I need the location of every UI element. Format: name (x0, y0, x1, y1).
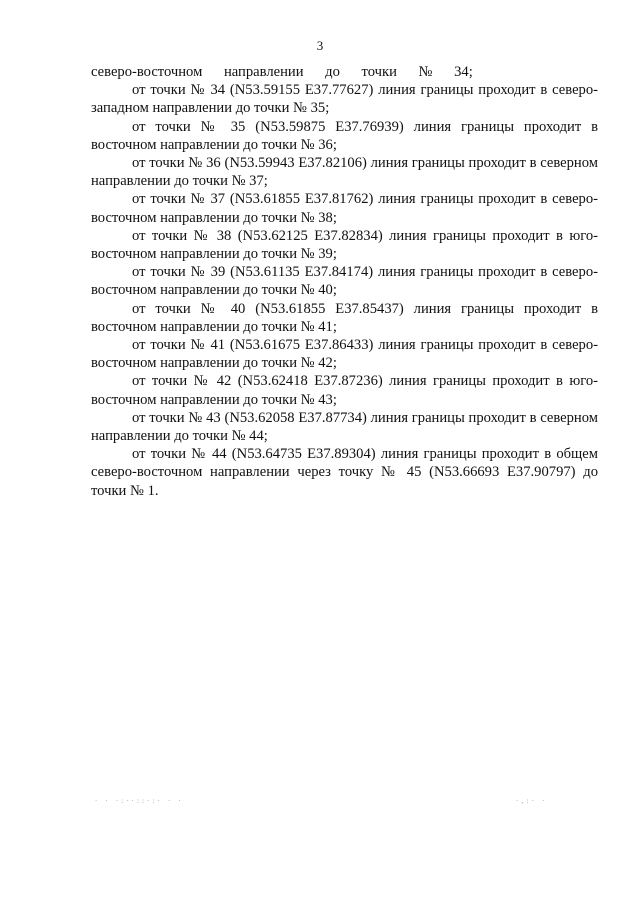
paragraph-point-39: от точки № 39 (N53.61135 E37.84174) линия границы проходит в северо-восточном направлении до точки № 40; (91, 264, 598, 299)
paragraph-point-36: от точки № 36 (N53.59943 E37.82106) линия границы проходит в северном направлении до точки № 37; (91, 155, 598, 190)
paragraph-continuation: северо-восточном направлении до точки № 34; (91, 64, 473, 80)
paragraph-point-42: от точки № 42 (N53.62418 E37.87236) линия границы проходит в юго-восточном направлении до точки № 43; (91, 373, 598, 408)
paragraph-point-34: от точки № 34 (N53.59155 E37.77627) линия границы проходит в северо-западном направлении до точки № 35; (91, 82, 598, 117)
paragraph-point-43: от точки № 43 (N53.62058 E37.87734) линия границы проходит в северном направлении до точки № 44; (91, 409, 598, 445)
paragraph-point-41: от точки № 41 (N53.61675 E37.86433) линия границы проходит в северо-восточном направлении до точки № 42; (91, 337, 598, 372)
page-number: 3 (316, 38, 324, 53)
paragraph-point-40: от точки № 40 (N53.61855 E37.85437) линия границы проходит в восточном направлении до точки № 41; (91, 300, 598, 335)
footer-scan-mark-left: · · ·:··::·:· · · (94, 797, 183, 805)
paragraph-point-35: от точки № 35 (N53.59875 E37.76939) линия границы проходит в восточном направлении до точки № 36; (91, 118, 598, 153)
paragraph-point-37: от точки № 37 (N53.61855 E37.81762) линия границы проходит в северо-восточном направлении до точки № 38; (91, 191, 598, 226)
document-body (91, 63, 598, 500)
footer-scan-mark-right: ·,:· · (515, 797, 547, 805)
paragraph-point-38: от точки № 38 (N53.62125 E37.82834) линия границы проходит в юго-восточном направлении до точки № 39; (91, 227, 598, 263)
paragraph-point-44: от точки № 44 (N53.64735 E37.89304) линия границы проходит в общем северо-восточном направлении через точку № 45 (N53.66693 E37.90797) до точки № 1. (91, 446, 598, 499)
